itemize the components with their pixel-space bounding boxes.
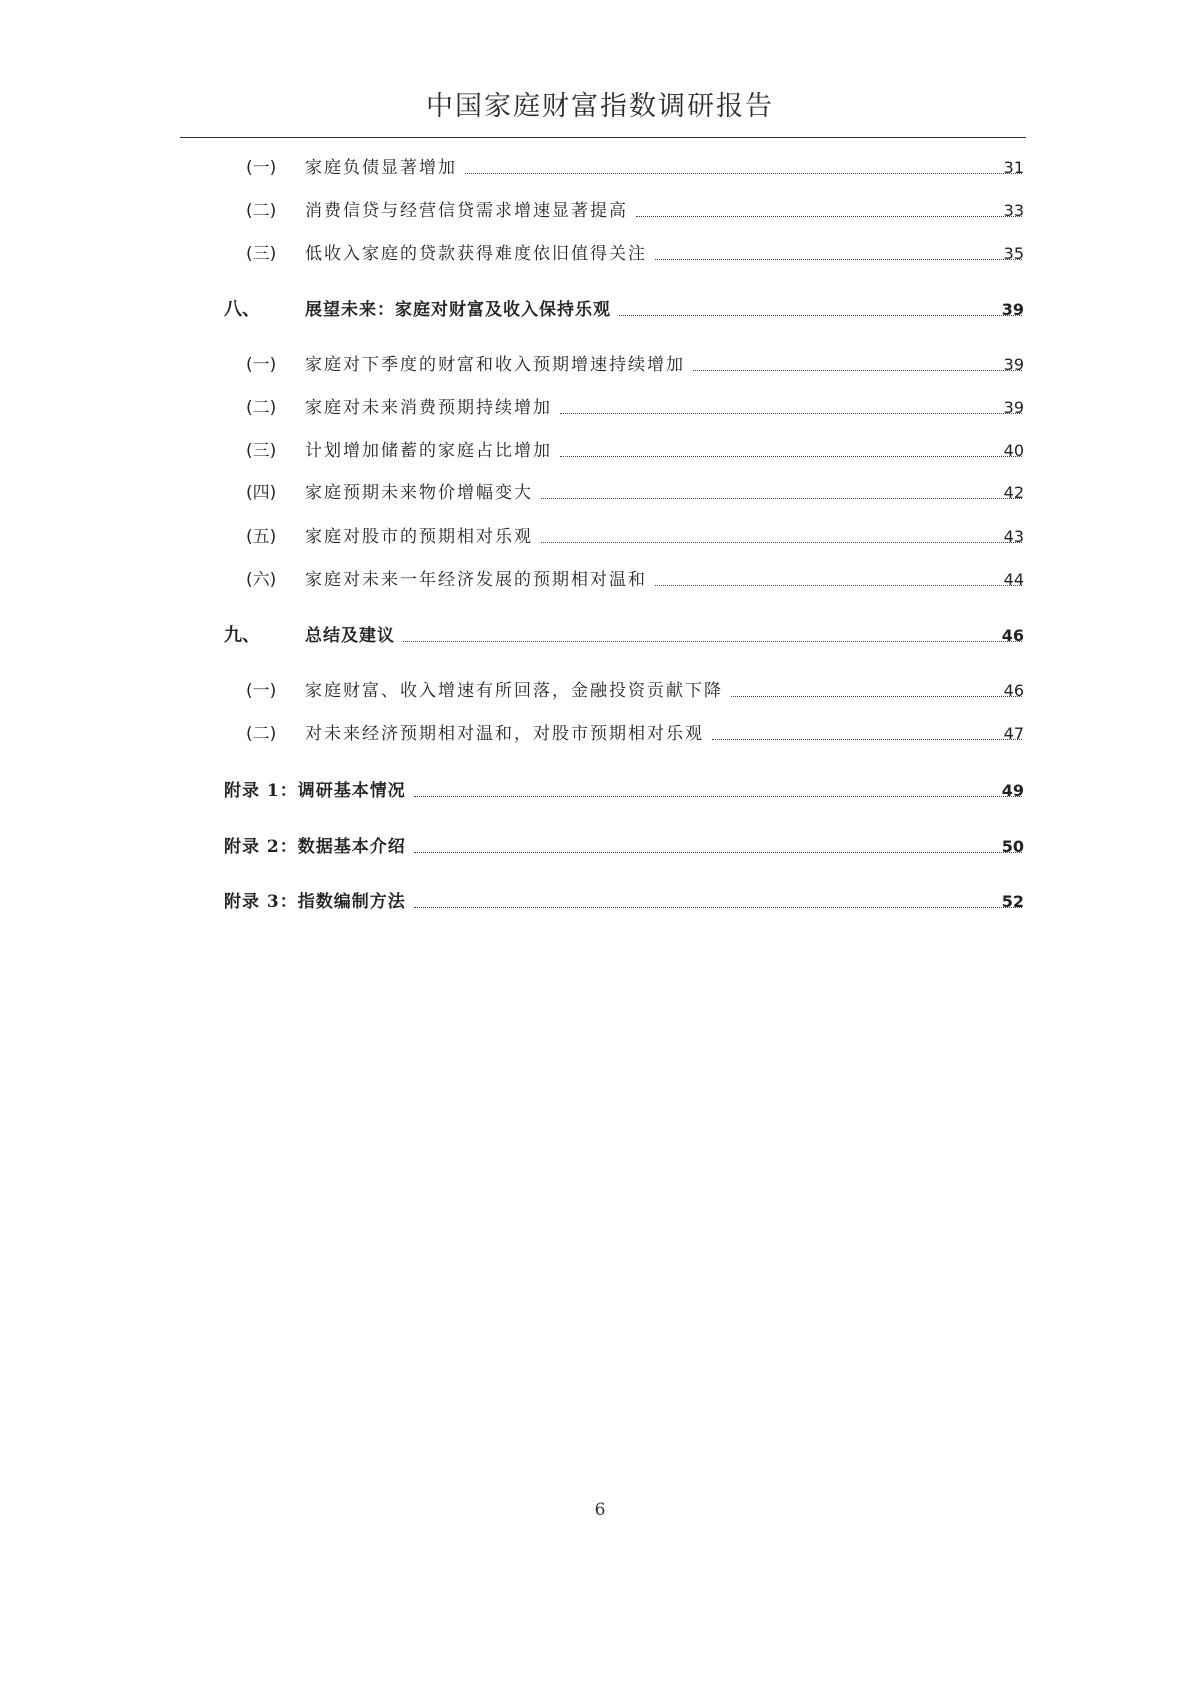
toc-chapter-page: 46 [1001, 626, 1024, 645]
toc-leader-dots [636, 216, 1022, 217]
toc-leader-dots [655, 585, 1022, 586]
toc-entry-title: 对未来经济预期相对温和，对股市预期相对乐观 [305, 724, 704, 744]
toc-entry-title: 计划增加储蓄的家庭占比增加 [305, 441, 552, 461]
toc-leader-dots [655, 259, 1022, 260]
toc-leader-dots [619, 315, 1022, 316]
toc-appendix-page: 49 [1001, 781, 1024, 800]
toc-leader-dots [403, 641, 1022, 642]
toc-entry-number: (三) [246, 244, 277, 264]
page-number: 6 [594, 1500, 606, 1520]
toc-leader-dots [693, 370, 1022, 371]
toc-entry-number: (一) [246, 355, 277, 375]
toc-entry-page: 39 [1003, 398, 1024, 417]
toc-leader-dots [731, 696, 1022, 697]
toc-entry[interactable] [0, 522, 1200, 552]
toc-entry-title: 家庭对未来消费预期持续增加 [305, 398, 552, 418]
toc-entry-title: 低收入家庭的贷款获得难度依旧值得关注 [305, 244, 647, 264]
toc-entry-page: 43 [1003, 527, 1024, 546]
toc-chapter-number: 九、 [224, 625, 260, 646]
toc-entry[interactable] [0, 436, 1200, 466]
toc-entry-title: 家庭预期未来物价增幅变大 [305, 483, 533, 503]
toc-entry-page: 39 [1003, 355, 1024, 374]
toc-entry-number: (六) [246, 570, 277, 590]
toc-entry-number: (一) [246, 158, 277, 178]
toc-entry[interactable] [0, 239, 1200, 269]
toc-entry-title: 家庭对下季度的财富和收入预期增速持续增加 [305, 355, 685, 375]
toc-chapter-page: 39 [1001, 300, 1024, 319]
toc-appendix-page: 52 [1001, 892, 1024, 911]
toc-entry[interactable] [0, 565, 1200, 595]
toc-leader-dots [560, 456, 1022, 457]
toc-leader-dots [414, 907, 1022, 908]
toc-entry[interactable] [0, 196, 1200, 226]
toc-chapter-title: 总结及建议 [305, 626, 395, 646]
toc-leader-dots [712, 739, 1022, 740]
toc-entry-title: 家庭对未来一年经济发展的预期相对温和 [305, 570, 647, 590]
toc-appendix-title: 附录 3：指数编制方法 [224, 892, 406, 912]
toc-chapter-title: 展望未来：家庭对财富及收入保持乐观 [305, 300, 611, 320]
toc-entry-number: (二) [246, 398, 277, 418]
toc-entry-page: 47 [1003, 724, 1024, 743]
toc-chapter-entry[interactable] [0, 295, 1200, 325]
toc-leader-dots [560, 413, 1022, 414]
toc-leader-dots [541, 498, 1022, 499]
toc-entry-page: 46 [1003, 681, 1024, 700]
toc-chapter-entry[interactable] [0, 621, 1200, 651]
toc-entry[interactable] [0, 350, 1200, 380]
toc-entry-number: (四) [246, 483, 277, 503]
toc-entry-number: (二) [246, 724, 277, 744]
toc-appendix-entry[interactable] [0, 776, 1200, 806]
toc-appendix-title: 附录 1：调研基本情况 [224, 781, 406, 801]
toc-entry-page: 40 [1003, 441, 1024, 460]
toc-appendix-title: 附录 2：数据基本介绍 [224, 837, 406, 857]
toc-entry-page: 42 [1003, 483, 1024, 502]
toc-entry-number: (二) [246, 201, 277, 221]
toc-entry-number: (三) [246, 441, 277, 461]
toc-leader-dots [414, 852, 1022, 853]
toc-entry-page: 31 [1003, 158, 1024, 177]
toc-entry-title: 家庭对股市的预期相对乐观 [305, 527, 533, 547]
toc-leader-dots [465, 173, 1022, 174]
toc-entry-page: 35 [1003, 244, 1024, 263]
toc-entry[interactable] [0, 676, 1200, 706]
toc-entry[interactable] [0, 393, 1200, 423]
toc-entry-number: (一) [246, 681, 277, 701]
toc-entry-title: 家庭财富、收入增速有所回落，金融投资贡献下降 [305, 681, 723, 701]
toc-appendix-entry[interactable] [0, 832, 1200, 862]
toc-leader-dots [414, 796, 1022, 797]
toc-entry-page: 44 [1003, 570, 1024, 589]
page-header-title: 中国家庭财富指数调研报告 [426, 91, 774, 122]
toc-entry-title: 家庭负债显著增加 [305, 158, 457, 178]
toc-entry[interactable] [0, 478, 1200, 508]
toc-entry-page: 33 [1003, 201, 1024, 220]
toc-entry[interactable] [0, 153, 1200, 183]
toc-chapter-number: 八、 [224, 299, 260, 320]
toc-entry[interactable] [0, 719, 1200, 749]
toc-leader-dots [541, 542, 1022, 543]
toc-appendix-entry[interactable] [0, 887, 1200, 917]
toc-entry-title: 消费信贷与经营信贷需求增速显著提高 [305, 201, 628, 221]
toc-appendix-page: 50 [1001, 837, 1024, 856]
toc-entry-number: (五) [246, 527, 277, 547]
